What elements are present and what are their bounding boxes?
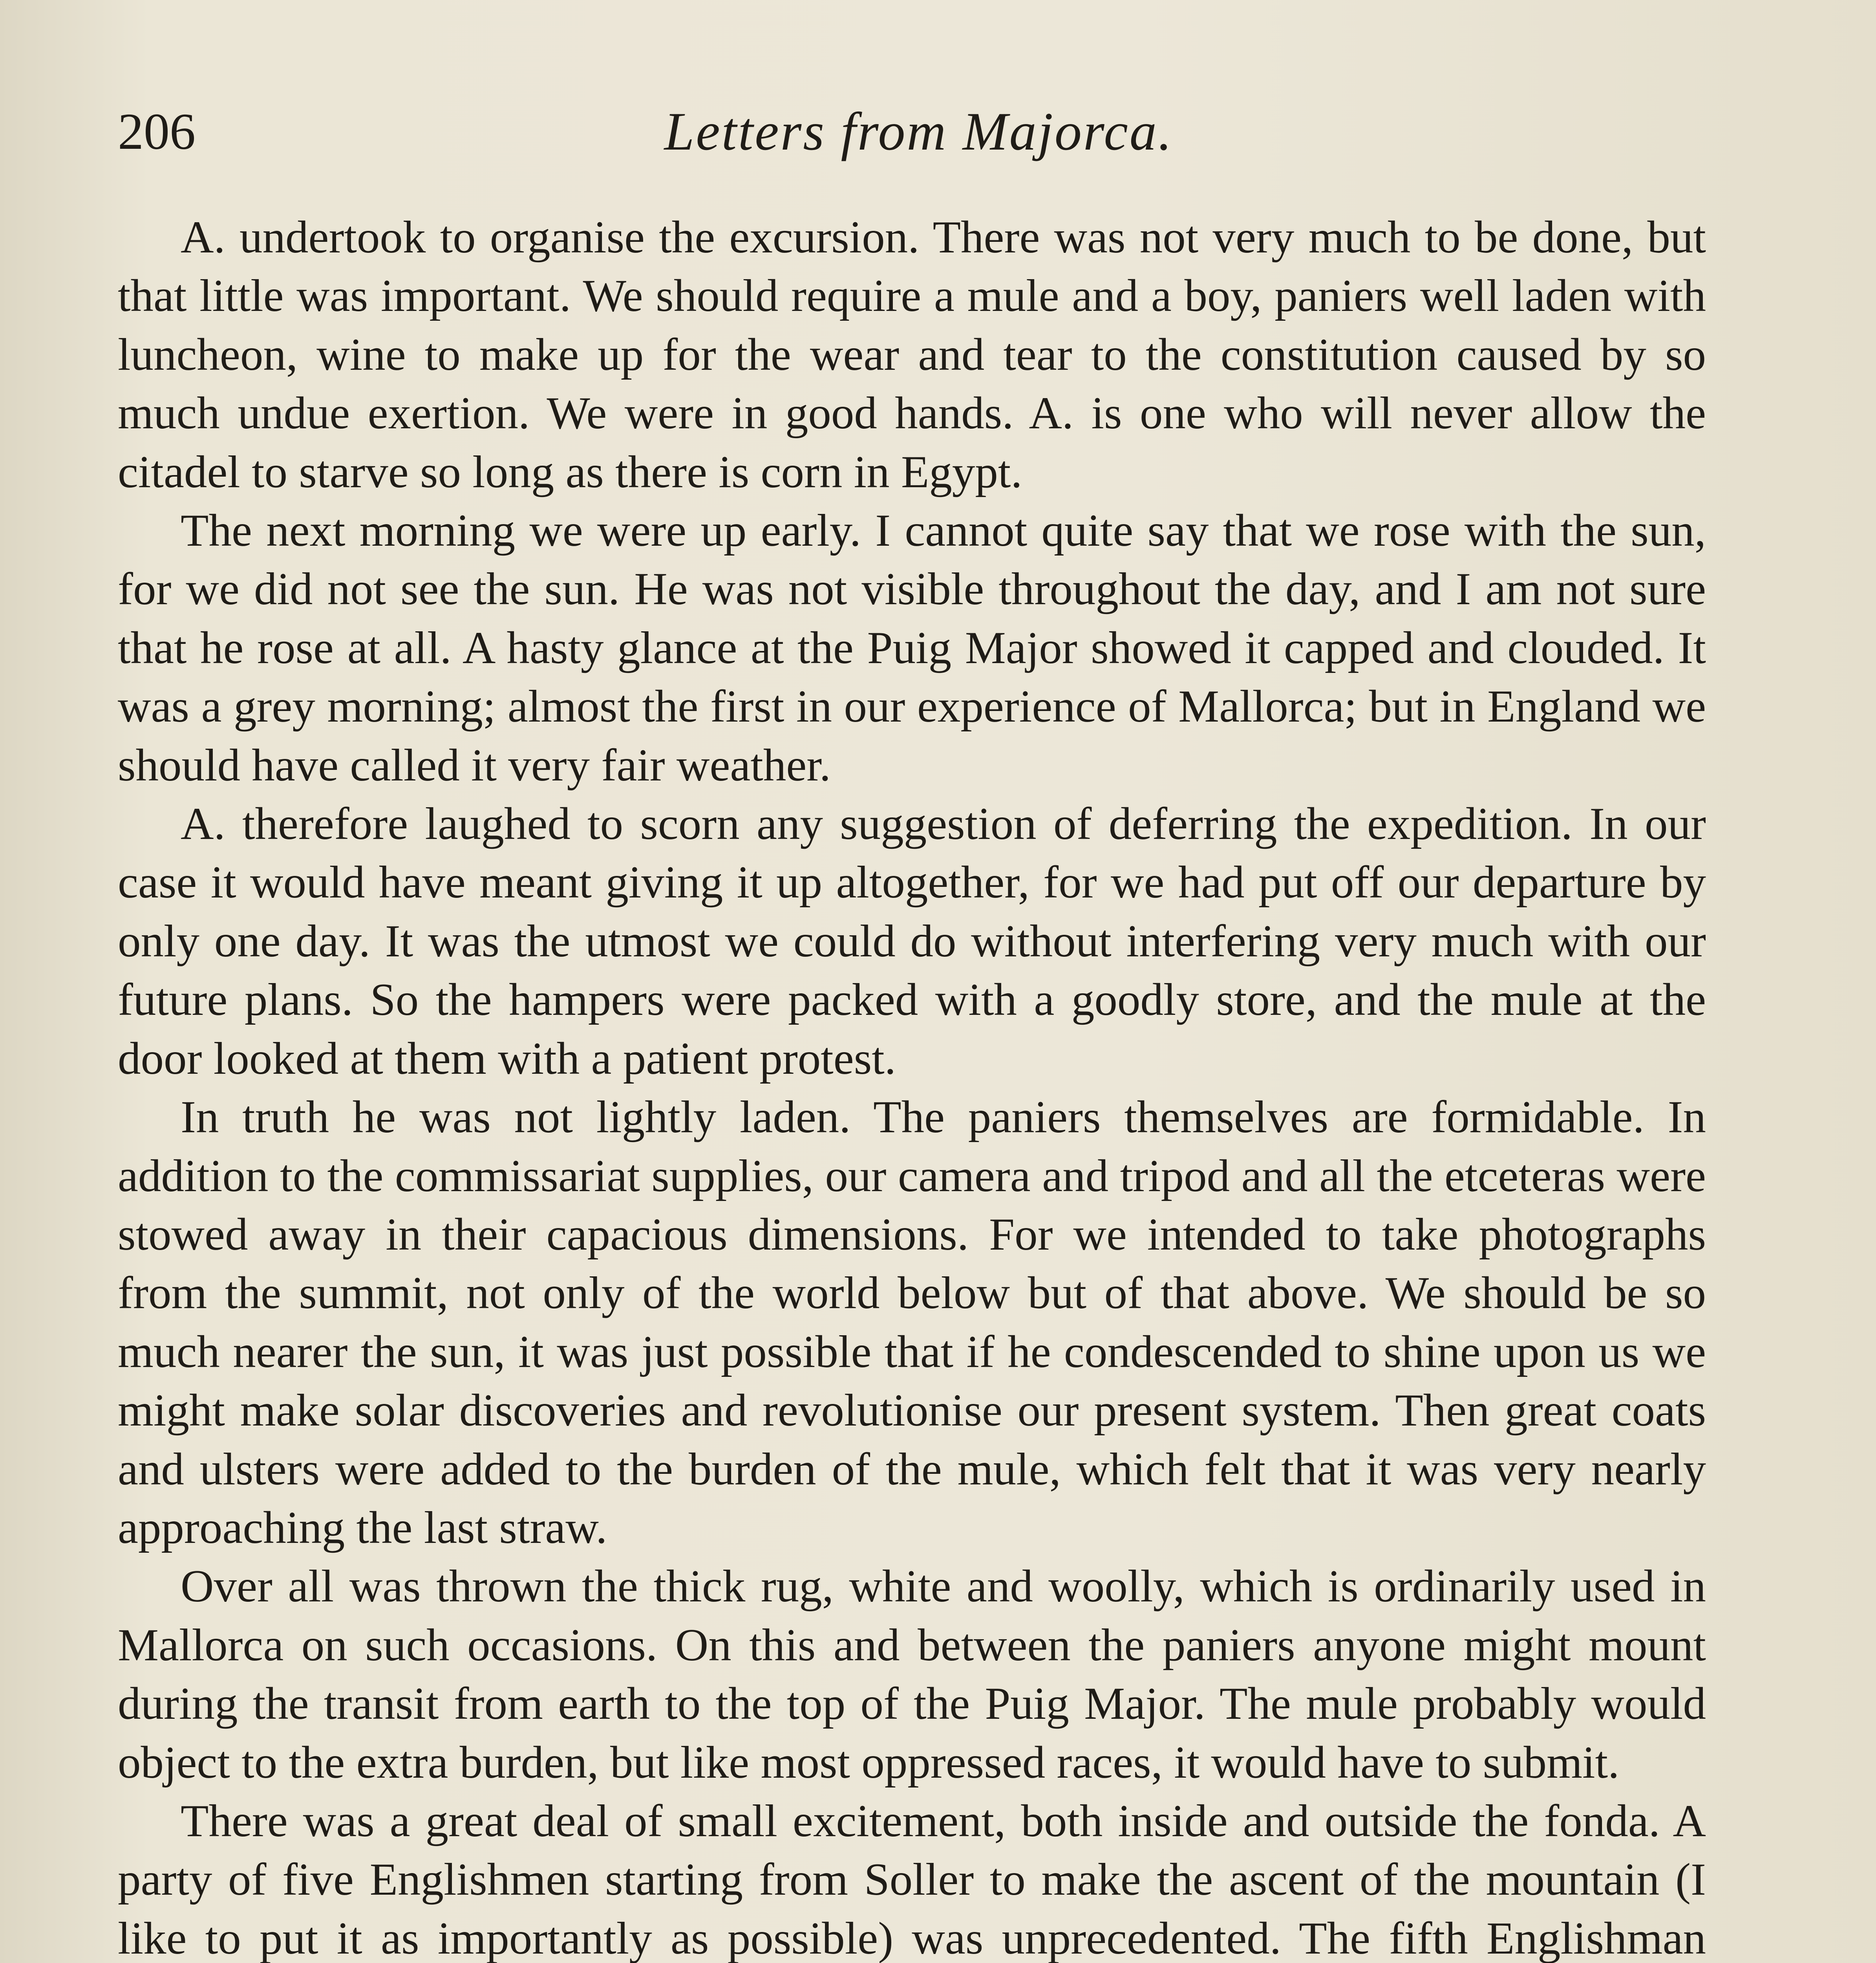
paragraph: In truth he was not lightly laden. The paniers themselves are formidable. In addition to the commissariat supplies, our camera and tripod and all the etceteras were stowed away in their capacious dimensions. For we intended to take photographs from the summit, not only of the world below but of that above. We should be so much nearer the sun, it was just possible that if he condescended to shine upon us we might make solar discoveries and revolutionise our present system. Then great coats and ulsters were added to the burden of the mule, which felt that it was very nearly approaching the last straw. bbox=[118, 1092, 1706, 1553]
paragraph: Over all was thrown the thick rug, white and woolly, which is ordinarily used in Mallorca on such occasions. On this and between the paniers anyone might mount during the transit from earth to the top of the Puig Major. The mule probably would object to the extra burden, but like most oppressed races, it would have to submit. bbox=[118, 1561, 1706, 1788]
paragraph: The next morning we were up early. I cannot quite say that we rose with the sun, for we did not see the sun. He was not visible throughout the day, and I am not sure that he rose at all. A hasty glance at the Puig Major showed it capped and clouded. It was a grey morning; almost the first in our experience of Mallorca; but in England we should have called it very fair weather. bbox=[118, 505, 1706, 791]
page-number: 206 bbox=[118, 102, 196, 160]
paragraph: A. undertook to organise the excursion. There was not very much to be done, but that little was important. We should require a mule and a boy, paniers well laden with luncheon, wine to make up for the wear and tear to the constitution caused by so much undue exertion. We were in good hands. A. is one who will never allow the citadel to starve so long as there is corn in Egypt. bbox=[118, 212, 1706, 497]
paragraph: A. therefore laughed to scorn any suggestion of deferring the expedition. In our case it would have meant giving it up altogether, for we had put off our departure by only one day. It was the utmost we could do without interfering very much with our future plans. So the hampers were packed with a goodly store, and the mule at the door looked at them with a patient protest. bbox=[118, 799, 1706, 1084]
page-header bbox=[118, 98, 1720, 165]
body-text bbox=[118, 208, 1706, 1963]
running-title: Letters from Majorca. bbox=[664, 101, 1174, 161]
paragraph: There was a great deal of small excitement, both inside and outside the fonda. A party of five Englishmen starting from Soller to make the ascent of the mountain (I like to put it as importantly as possible) was unprecedented. The fifth Englishman bbox=[118, 1795, 1706, 1963]
